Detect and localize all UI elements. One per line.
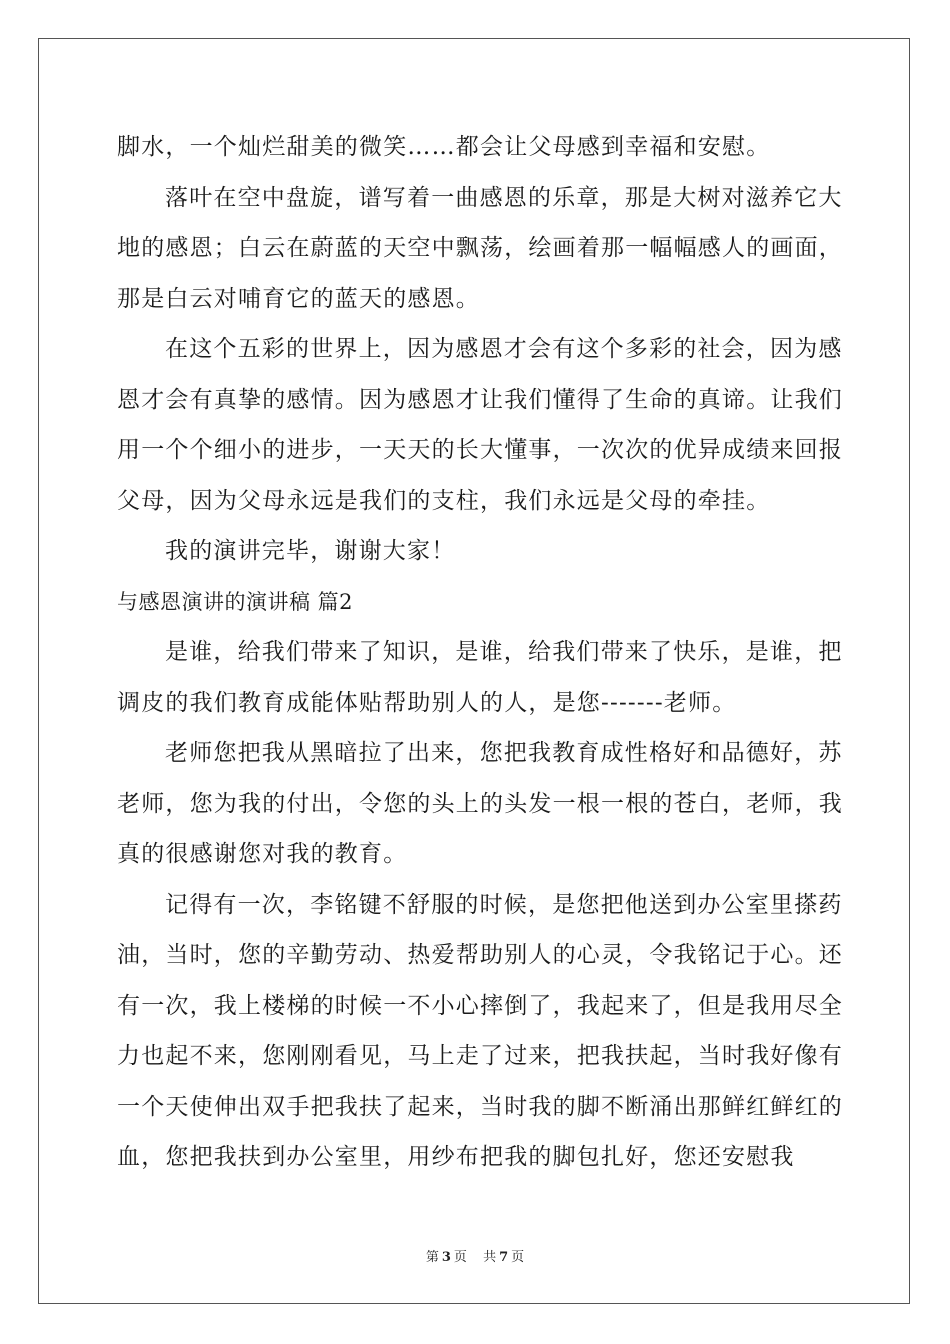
total-suffix: 页: [511, 1250, 525, 1265]
text-line: 用一个个细小的进步，一天天的长大懂事，一次次的优异成绩来回报: [117, 437, 843, 463]
text-line: 有一次，我上楼梯的时候一不小心摔倒了，我起来了，但是我用尽全: [117, 992, 843, 1019]
total-prefix: 共: [483, 1250, 497, 1265]
paragraph-start: 落叶在空中盘旋，谱写着一曲感恩的乐章，那是大树对滋养它大: [165, 184, 843, 211]
text-line: 地的感恩；白云在蔚蓝的天空中飘荡，绘画着那一幅幅感人的画面，: [117, 235, 843, 261]
page-current: 3: [441, 1250, 451, 1265]
text-line: 恩才会有真挚的感情。因为感恩才让我们懂得了生命的真谛。让我们: [117, 386, 843, 413]
document-body: [117, 122, 843, 1183]
total-count: 7: [499, 1250, 509, 1265]
paragraph-start: 我的演讲完毕，谢谢大家！: [165, 538, 456, 564]
section-heading: 与感恩演讲的演讲稿 篇2: [117, 589, 354, 614]
paragraph-start: 老师您把我从黑暗拉了出来，您把我教育成性格好和品德好，苏: [165, 740, 843, 766]
page-total: [480, 1250, 527, 1265]
text-line: 油，当时，您的辛勤劳动、热爱帮助别人的心灵，令我铭记于心。还: [117, 942, 843, 968]
paragraph-start: 是谁，给我们带来了知识，是谁，给我们带来了快乐，是谁，把: [165, 639, 843, 665]
text-line: 真的很感谢您对我的教育。: [117, 841, 408, 867]
text-line: 力也起不来，您刚刚看见，马上走了过来，把我扶起，当时我好像有: [117, 1043, 843, 1069]
text-line: 老师，您为我的付出，令您的头上的头发一根一根的苍白，老师，我: [117, 790, 843, 817]
page-suffix: 页: [453, 1250, 467, 1265]
paragraph-start: 记得有一次，李铭键不舒服的时候，是您把他送到办公室里搽药: [165, 891, 843, 918]
text-line: 那是白云对哺育它的蓝天的感恩。: [117, 285, 480, 312]
page-number: [423, 1250, 470, 1265]
paragraph-start: 在这个五彩的世界上，因为感恩才会有这个多彩的社会，因为感: [165, 336, 843, 362]
text-line: 父母，因为父母永远是我们的支柱，我们永远是父母的牵挂。: [117, 487, 771, 514]
page-footer: [0, 1246, 950, 1265]
text-line: 血，您把我扶到办公室里，用纱布把我的脚包扎好，您还安慰我: [117, 1144, 795, 1170]
text-line: 调皮的我们教育成能体贴帮助别人的人，是您-------老师。: [117, 689, 737, 716]
text-line: 脚水，一个灿烂甜美的微笑……都会让父母感到幸福和安慰。: [117, 134, 771, 160]
text-line: 一个天使伸出双手把我扶了起来，当时我的脚不断涌出那鲜红鲜红的: [117, 1093, 843, 1120]
page-prefix: 第: [425, 1250, 439, 1265]
